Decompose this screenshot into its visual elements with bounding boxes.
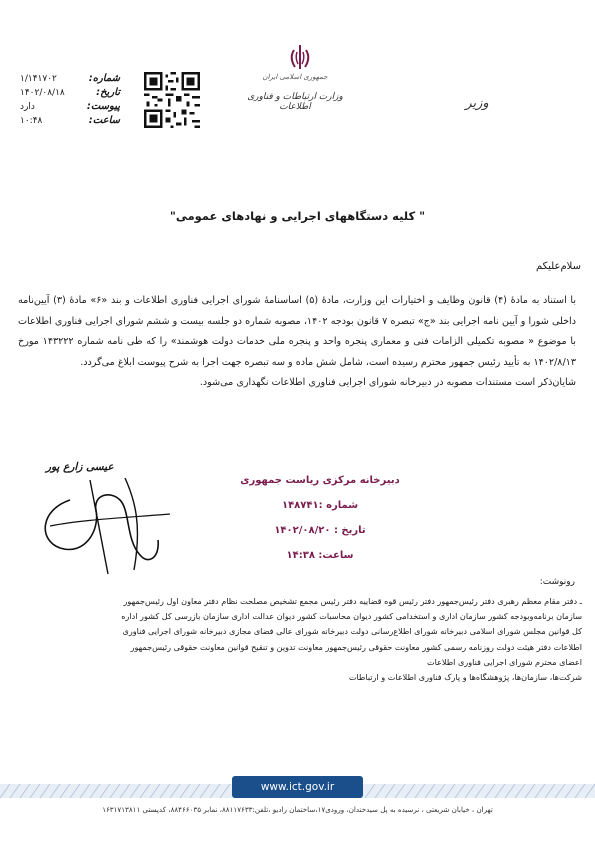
- body-paragraph-1: با استناد به مادۀ (۴) قانون وظایف و اختیارات این وزارت، مادۀ (۵) اساسنامۀ شورای اجرایی فناوری اطلاعات و بند «۶» مادۀ (۳) آیین‌نامه داخلی شورا و آیین نامه اجرایی بند «ج» تبصره ۷ قانون بودجه ۱۴۰۲، مصوبه شماره دو جلسه بیست و ششم شورای اجرایی فناوری اطلاعات با موضوع « مصوبه تکمیلی الزامات فنی و معماری پنجره واحد و پنجره ملی خدمات دولت هوشمند» را که طی نامه شماره ۱۴۳۲۲۲ مورخ ۱۴۰۲/۸/۱۳ به تأیید رئیس جمهور محترم رسیده است، شامل شش ماده و سه تبصره جهت اجرا به شرح پیوست ابلاغ می‌گردد.: [18, 295, 576, 368]
- time-label: ساعت:: [88, 115, 120, 126]
- attachment-row: [20, 100, 120, 114]
- copies-list: [14, 594, 582, 685]
- copies-title: رونوشت:: [539, 577, 575, 587]
- copies-line: سازمان برنامه‌وبودجه کشور سازمان اداری و استخدامی کشور دیوان محاسبات کشور دیوان عدالت اداری سازمان بازرسی کل کشور اداره: [121, 611, 582, 622]
- iran-emblem-icon: [285, 42, 315, 72]
- letter-body: [18, 291, 576, 394]
- number-value: ۱/۱۴۱۷۰۲: [20, 74, 57, 84]
- time-value: ۱۰:۴۸: [20, 116, 43, 126]
- copies-line: ـ دفتر مقام معظم رهبری دفتر رئیس‌جمهور دفتر رئیس قوه قضاییه دفتر رئیس مجمع تشخیص مصلحت نظام دفتر معاون اول رئیس‌جمهور: [123, 596, 582, 606]
- website-link[interactable]: www.ict.gov.ir: [232, 776, 363, 798]
- copies-line: شرکت‌ها، سازمان‌ها، پژوهشگاه‌ها و پارک فناوری اطلاعات و ارتباطات: [348, 672, 582, 683]
- stamp-number: شماره :۱۴۸۷۴۱: [281, 500, 359, 511]
- number-row: [20, 72, 120, 86]
- stamp-time: ساعت: ۱۴:۳۸: [286, 550, 354, 561]
- handwritten-signature-icon: [30, 470, 180, 578]
- copies-line: کل قوانین مجلس شورای اسلامی دبیرخانه شورای اطلاع‌رسانی دولت دبیرخانه شورای عالی فضای مجازی دبیرخانه شورای اجرایی فناوری: [122, 626, 582, 637]
- org-ministry: وزارت ارتباطات و فناوری اطلاعات: [247, 92, 343, 112]
- footer-address: تهران ، خیابان شریعتی ، نرسیده به پل سیدخندان، ورودی۱۷،ساختمان رادیو ،تلفن:۸۸۱۱۷۶۳۳، نمابر ۸۸۴۶۶۰۳۵، کدپستی ۱۶۳۱۷۱۳۸۱۱: [102, 805, 493, 814]
- number-label: شماره:: [88, 73, 120, 84]
- stamp-date: تاریخ : ۱۴۰۲/۰۸/۲۰: [274, 525, 366, 536]
- attachment-value: دارد: [20, 102, 35, 112]
- minister-title: وزیر: [465, 96, 489, 111]
- date-row: [20, 86, 120, 100]
- copies-line: اعضای محترم شورای اجرایی فناوری اطلاعات: [426, 656, 582, 667]
- qr-code-icon: [144, 72, 200, 128]
- body-paragraph-2: شایان‌ذکر است مستندات مصوبه در دبیرخانه شورای اجرایی فناوری اطلاعات نگهداری می‌شود.: [199, 377, 576, 388]
- attachment-label: پیوست:: [86, 101, 120, 112]
- org-country: جمهوری اسلامی ایران: [262, 73, 328, 81]
- date-label: تاریخ:: [96, 87, 120, 98]
- date-value: ۱۴۰۲/۰۸/۱۸: [20, 88, 65, 98]
- letter-meta: [20, 72, 120, 128]
- copies-line: اطلاعات دفتر هیئت دولت روزنامه رسمی کشور معاونت حقوقی رئیس‌جمهور معاونت تدوین و تنقیح قوانین معاونت حقوقی رئیس‌جمهور: [130, 641, 582, 652]
- stamp-office: دبیرخانه مرکزی ریاست جمهوری: [240, 475, 400, 486]
- time-row: [20, 114, 120, 128]
- signature-name: عیسی زارع پور: [46, 461, 114, 473]
- addressee: " کلیه دستگاههای اجرایی و نهادهای عمومی": [169, 209, 426, 223]
- registry-stamp: [220, 475, 420, 575]
- greeting: سلام‌علیکم: [535, 261, 581, 272]
